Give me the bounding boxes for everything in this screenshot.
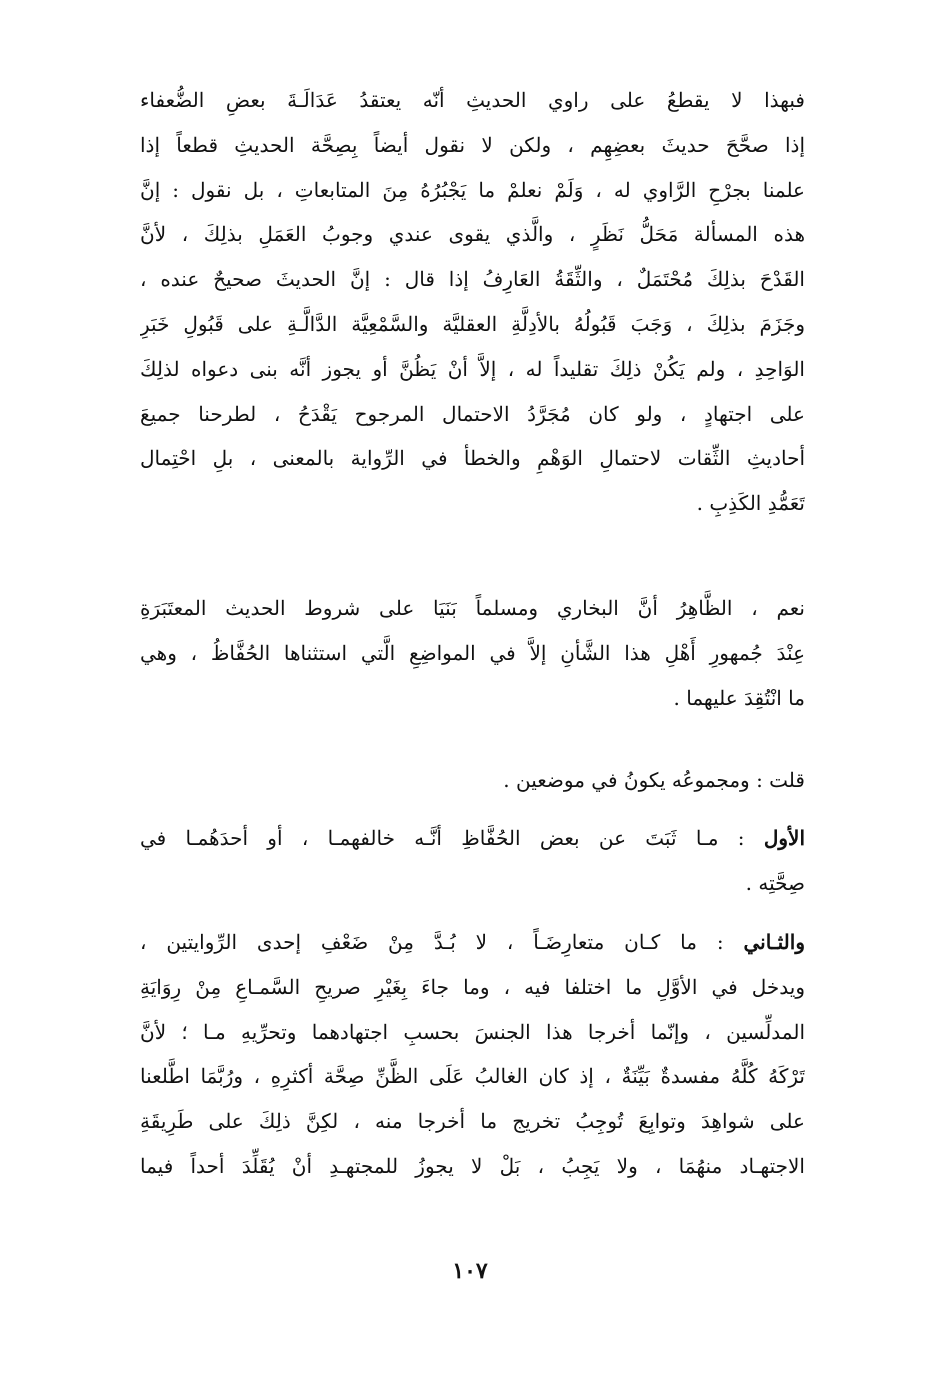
text-line: صِحَّتِه .: [745, 870, 805, 895]
text-line: ما انْتُقِدَ عليهما .: [673, 685, 805, 710]
text-line: قلت : ومجموعُه يكونُ في موضعين .: [503, 768, 805, 792]
text-line: تَرْكَهُ كُلَّهُ مفسدةٌ بَيِّنَةٌ ، إذ كان الغالبُ عَلَى الظَّنِّ صِحَّة أكثرِهِ ، ورُبَّمَا اطَّلعنا: [140, 1064, 805, 1089]
text-line: القَدْحَ بذلِكَ مُحْتَمَلٌ ، والثِّقَةُ العَارِفُ إذا قال : إنَّ الحديثَ صحيحٌ عنده ،: [140, 267, 805, 292]
text-line: عِنْدَ جُمهورِ أَهْلِ هذا الشَّأنِ إلاَّ في المواضِعِ الَّتي استثناها الحُفَّاظُ ، وهي: [140, 640, 805, 665]
text-line: المدلِّسين ، وإنّما أخرجا هذا الجنسَ بحسبِ اجتهادهما وتحرِّيهِ مـا ؛ لأنَّ: [140, 1019, 805, 1044]
text-line-rest: : ما كـان متعارِضَـاً ، لا بُـدَّ مِنْ ضَعْفِ إحدى الرِّوايتين ،: [140, 930, 744, 954]
heading-second: والثـاني: [743, 930, 805, 954]
text-line: إذا صحَّحَ حديثَ بعضِهِم ، ولكن لا نقول أيضاً بِصِحَّة الحديثِ قطعاً إذا: [140, 132, 805, 157]
text-line: على شواهِدَ وتوابِعَ تُوجِبُ تخريج ما أخرجا منه ، لكِنَّ ذلِكَ على طَرِيقَةِ: [140, 1109, 805, 1134]
paragraph-4: [140, 816, 805, 906]
text-line: تَعَمُّدِ الكَذِبِ .: [696, 491, 805, 516]
text-line: هذه المسألة مَحَلُّ نَظَرٍ ، والَّذي يقوى عندي وجوبُ العَمَلِ بذلِكَ ، لأنَّ: [140, 222, 805, 247]
heading-first: الأول: [763, 826, 805, 850]
page-number: ١٠٧: [452, 1258, 488, 1284]
text-line: ويدخل في الأوَّلِ ما اختلفا فيه ، وما جاءَ بِغَيْرِ صريحِ السَّمـاعِ مِنْ رِوَايَةِ: [140, 974, 805, 999]
paragraph-3: [140, 758, 805, 803]
text-line: [140, 816, 805, 861]
text-line: وجَزَمَ بذلِكَ ، وَجَبَ قَبُولُهُ بالأدِلَّةِ العقليَّة والسَّمْعِيَّة الدَّالَّـةِ على قَبُولِ خَبَرِ: [140, 311, 805, 336]
text-line: نعم ، الظَّاهِرُ أنَّ البخاري ومسلماً بَنَيَا على شروط الحديث المعتَبَرَةِ: [140, 596, 805, 620]
paragraph-1: [140, 78, 805, 526]
paragraph-5: [140, 920, 805, 1189]
text-line: على اجتهادٍ ، ولو كان مُجَرَّدُ الاحتمال المرجوح يَقْدَحُ ، لطرحنا جميعَ: [140, 401, 805, 426]
text-line: أحاديثِ الثِّقات لاحتمالِ الوَهْمِ والخطأ في الرِّواية بالمعنى ، بلِ احْتِمال: [140, 446, 805, 471]
text-line: علمنا بجرْحِ الرَّاوي له ، وَلَمْ نعلمْ ما يَجْبُرُهُ مِنَ المتابعاتِ ، بل نقول : إنَّ: [140, 177, 805, 202]
text-line: الوَاحِدِ ، ولم يَكُنْ ذلِكَ تقليداً له ، إلاَّ أنْ يَظُنَّ أو يجوز أنَّه بنى دعواه لذلِكَ: [140, 356, 805, 381]
text-line: [140, 920, 805, 965]
text-line: فبهذا لا يقطعُ على راوي الحديثِ أنّه يعتقدُ عَدَالَـةَ بعضِ الضُّعفاء: [140, 88, 805, 112]
paragraph-2: [140, 586, 805, 720]
text-line-rest: : مـا ثَبَتَ عن بعض الحُفَّاظِ أنَّـه خالفهمـا ، أو أحدَهُمـا في: [140, 826, 764, 850]
text-line: الاجتهـاد منهُمَا ، ولا يَجِبُ ، بَلْ لا يجوزُ للمجتهـدِ أنْ يُقَلِّدَ أحداً فيما: [140, 1153, 805, 1178]
